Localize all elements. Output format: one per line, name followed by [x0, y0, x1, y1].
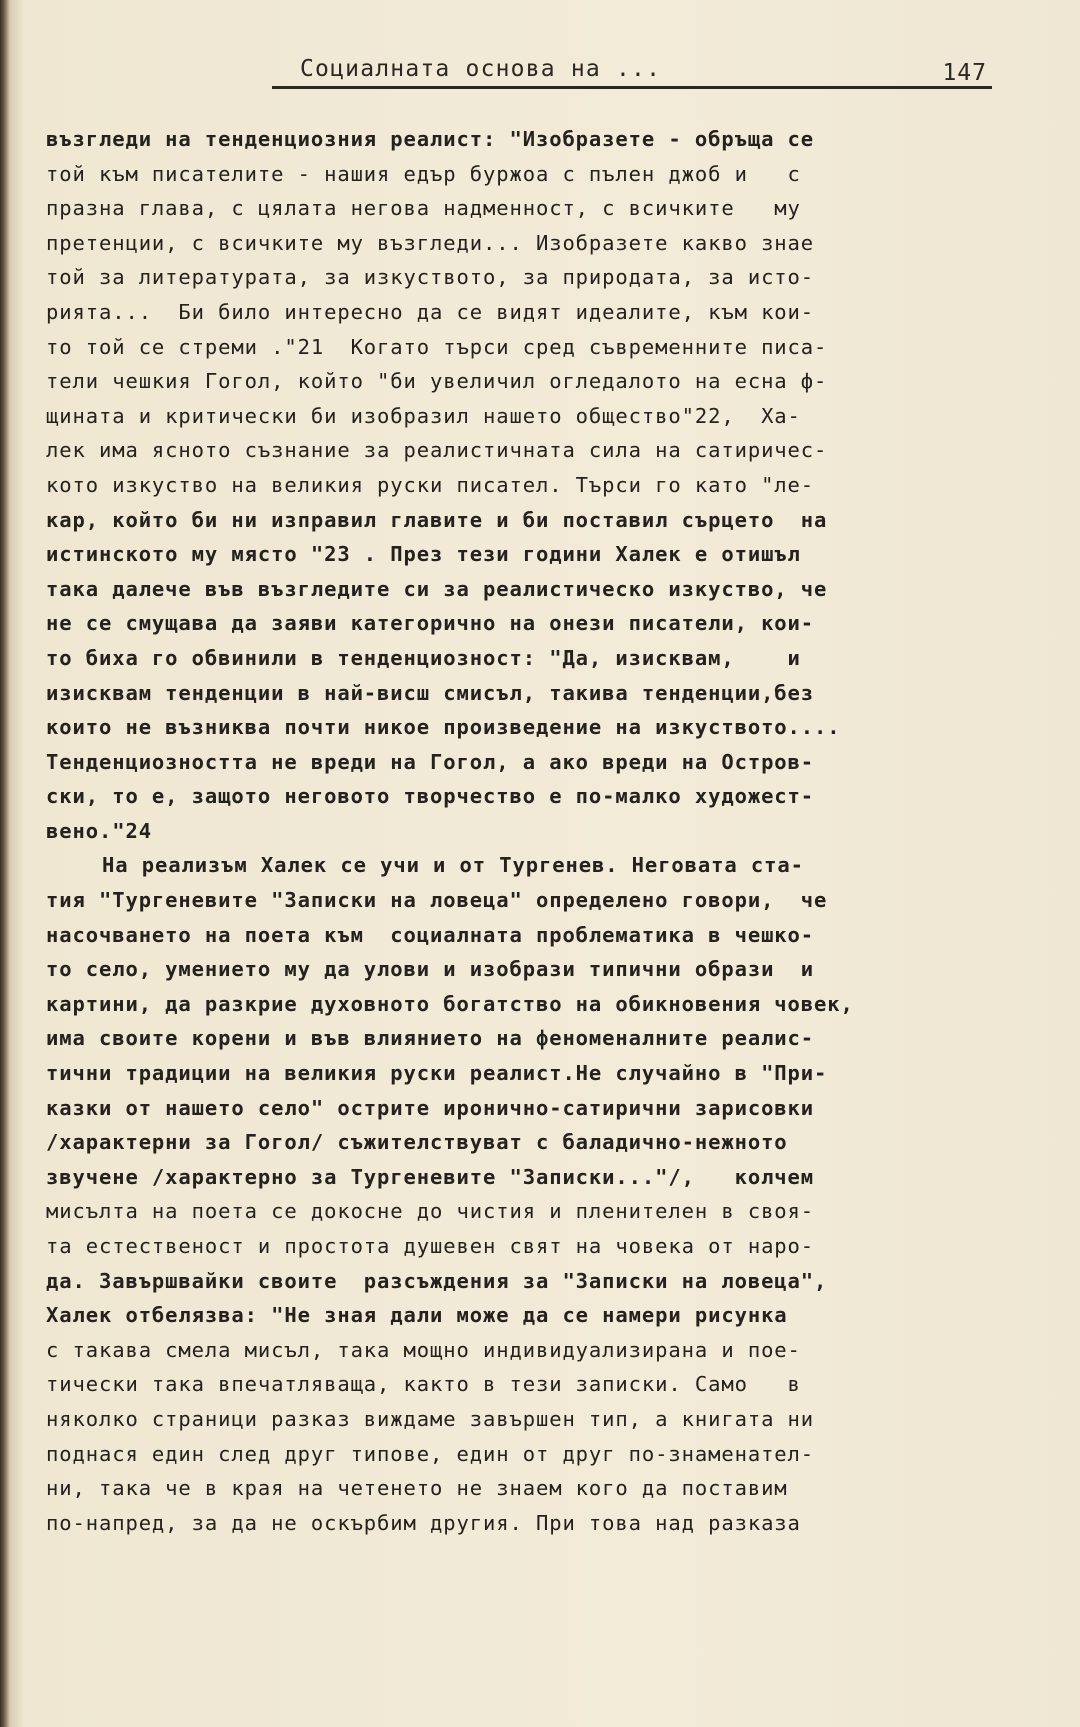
text-line: /характерни за Гогол/ съжителствуват с баладично-нежното: [46, 1130, 788, 1155]
text-line: той за литературата, за изкуството, за природата, за исто-: [46, 265, 815, 290]
text-line: изисквам тенденции в най-висш смисъл, такива тенденции,без: [46, 680, 815, 705]
text-line: по-напред, за да не оскърбим другия. При това над разказа: [46, 1510, 801, 1535]
text-line: кар, който би ни изправил главите и би поставил сърцето на: [46, 507, 828, 532]
text-line: мисълта на поета се докосне до чистия и пленителен в своя-: [46, 1199, 815, 1224]
text-line: насочването на поета към социалната проблематика в чешко-: [46, 922, 815, 947]
text-line: той към писателите - нашия едър буржоа с пълен джоб и с: [46, 161, 801, 186]
text-line: възгледи на тенденциозния реалист: "Изобразете - обръща се: [46, 127, 815, 151]
text-line: казки от нашето село" острите иронично-сатирични зарисовки: [46, 1095, 815, 1120]
text-line: кото изкуство на великия руски писател. Търси го като "ле-: [46, 472, 815, 497]
text-line: звучене /характерно за Тургеневите "Записки..."/, колчем: [46, 1164, 815, 1189]
text-line: тически така впечатляваща, както в тези записки. Само в: [46, 1372, 801, 1397]
text-line: картини, да разкрие духовното богатство на обикновения човек,: [46, 991, 854, 1016]
text-line: претенции, с всичките му възгледи... Изобразете какво знае: [46, 230, 815, 255]
text-line: Халек отбелязва: "Не зная дали може да се намери рисунка: [46, 1303, 788, 1328]
page-number: 147: [942, 60, 987, 86]
text-line: то село, умението му да улови и изобрази типични образи и: [46, 957, 815, 982]
text-line: тични традиции на великия руски реалист.Не случайно в "При-: [46, 1061, 828, 1086]
text-line: вено."24: [46, 818, 152, 843]
running-head-title: Социалната основа на ...: [300, 56, 662, 82]
text-line: тели чешкия Гогол, който "би увеличил огледалото на есна ф-: [46, 369, 828, 394]
text-line: има своите корени и във влиянието на феноменалните реалис-: [46, 1026, 815, 1051]
text-line: така далече във възгледите си за реалистическо изкуство, че: [46, 576, 828, 601]
text-line: ни, така че в края на четенето не знаем кого да поставим: [46, 1476, 788, 1501]
text-line: лек има ясното съзнание за реалистичната сила на сатиричес-: [46, 438, 828, 463]
header-rule: [272, 86, 992, 89]
text-line: които не възниква почти никое произведение на изкуството....: [46, 715, 841, 740]
text-line: то той се стреми ."21 Когато търси сред съвременните писа-: [46, 334, 828, 359]
text-line: не се смущава да заяви категорично на онези писатели, кои-: [46, 611, 815, 636]
body-text: [46, 122, 986, 1540]
text-line: празна глава, с цялата негова надменност, с всичките му: [46, 196, 801, 221]
text-line: то биха го обвинили в тенденциозност: "Да, изисквам, и: [46, 645, 801, 670]
text-line: истинското му място "23 . През тези години Халек е отишъл: [46, 542, 801, 567]
text-line: да. Завършвайки своите разсъждения за "Записки на ловеца",: [46, 1268, 828, 1293]
text-line: щината и критически би изобразил нашето общество"22, Ха-: [46, 403, 801, 428]
text-line: рията... Би било интересно да се видят идеалите, към кои-: [46, 299, 815, 324]
text-line: с такава смела мисъл, така мощно индивидуализирана и пое-: [46, 1337, 801, 1362]
text-line: та естественост и простота душевен свят на човека от наро-: [46, 1234, 815, 1258]
text-line: няколко страници разказ виждаме завършен тип, а книгата ни: [46, 1406, 815, 1431]
running-head: [272, 56, 992, 90]
text-line: ски, то е, защото неговото творчество е по-малко художест-: [46, 784, 815, 809]
text-line: Тенденциозността не вреди на Гогол, а ако вреди на Остров-: [46, 749, 815, 774]
text-line: тия "Тургеневите "Записки на ловеца" определено говори, че: [46, 888, 828, 913]
text-line: На реализъм Халек се учи и от Тургенев. Неговата ста-: [102, 853, 804, 878]
text-line: поднася един след друг типове, един от друг по-знаменател-: [46, 1441, 815, 1466]
